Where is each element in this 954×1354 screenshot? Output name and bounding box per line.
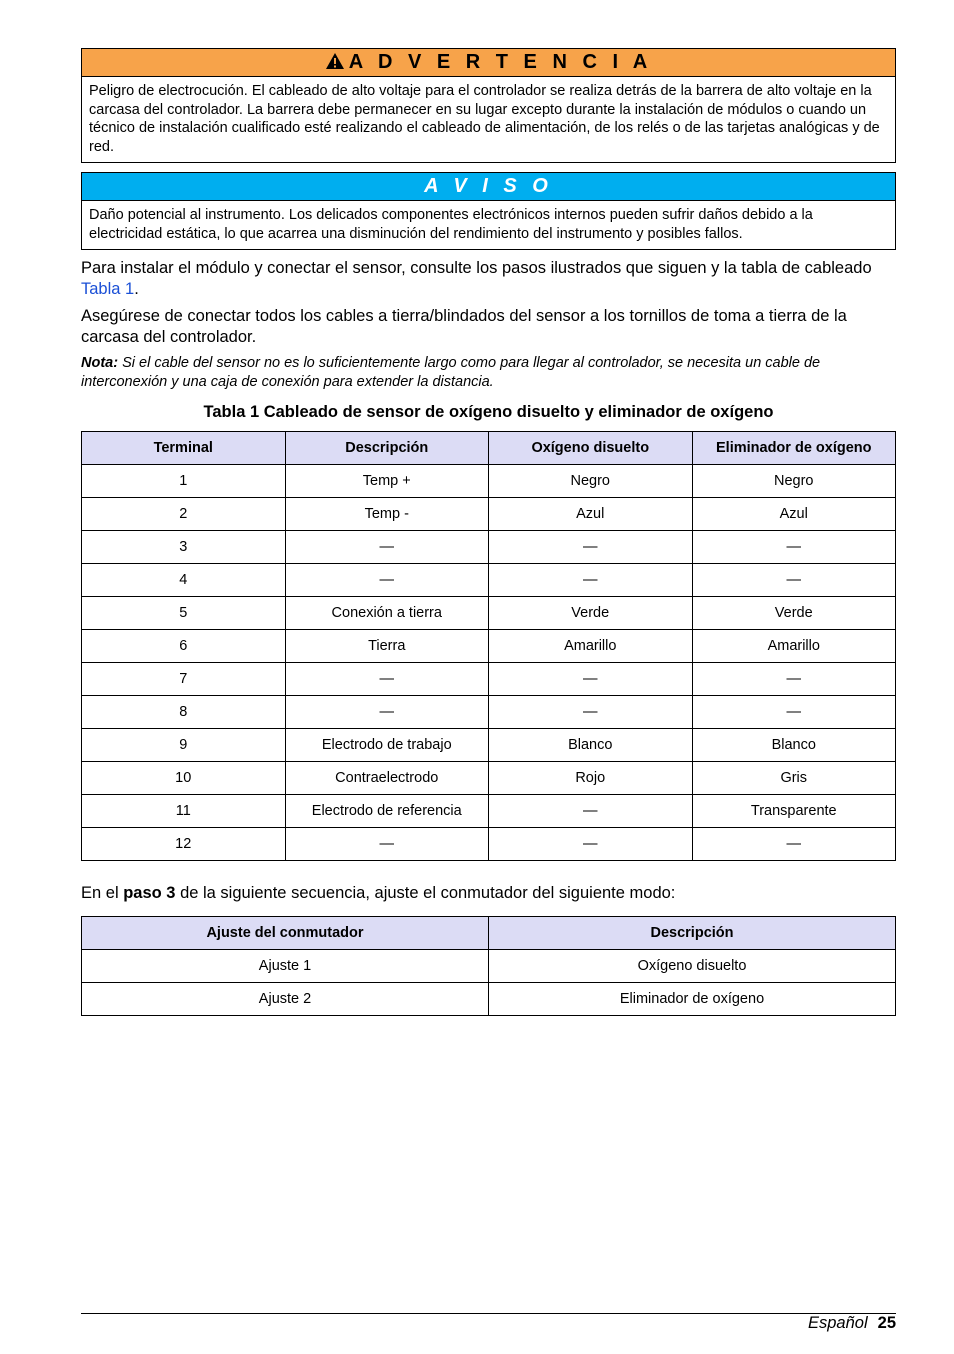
page-footer [808, 1312, 896, 1334]
note-text: Si el cable del sensor no es lo suficientemente largo como para llegar al controlador, se necesita un cable de interconexión y una caja de conexión para extender la distancia. [81, 355, 821, 390]
column-header-switch-setting: Ajuste del conmutador [82, 917, 489, 950]
table-cell: 1 [82, 465, 286, 498]
wiring-table [81, 431, 896, 861]
table-cell: Rojo [489, 762, 693, 795]
table-row [82, 729, 896, 762]
notice-header: A V I S O [82, 173, 895, 201]
page-number: 25 [877, 1314, 896, 1332]
table-row [82, 828, 896, 861]
table-cell: — [489, 531, 693, 564]
table-cell: 5 [82, 597, 286, 630]
table-cell: Gris [692, 762, 896, 795]
table-row [82, 465, 896, 498]
table-cell: Amarillo [692, 630, 896, 663]
table-cell: — [285, 663, 489, 696]
table-cell: — [285, 531, 489, 564]
notice-text: Daño potencial al instrumento. Los delicados componentes electrónicos internos pueden sufrir daños debido a la electricidad estática, lo que acarrea una disminución del rendimiento del instrumento y posibles fallos. [89, 207, 813, 242]
note-paragraph [81, 354, 896, 391]
table-cell: 12 [82, 828, 286, 861]
table-cell: Verde [692, 597, 896, 630]
table-row [82, 564, 896, 597]
switch-paragraph [81, 883, 896, 904]
install-paragraph [81, 258, 896, 300]
table-row [82, 597, 896, 630]
table-cell: Conexión a tierra [285, 597, 489, 630]
table-row [82, 950, 896, 983]
table-row [82, 795, 896, 828]
table-cell: 7 [82, 663, 286, 696]
warning-text: Peligro de electrocución. El cableado de alto voltaje para el controlador se realiza detrás de la barrera de alto voltaje en la carcasa del controlador. La barrera debe permanecer en su lugar excepto durante la instalación de módulos o cuando un técnico de instalación cualificado esté realizando el cableado de alimentación, de los relés o de las tarjetas analógicas y de red. [89, 83, 880, 155]
table-cell: — [692, 531, 896, 564]
column-header-description: Descripción [285, 432, 489, 465]
table-cell: Ajuste 2 [82, 983, 489, 1016]
warning-header [82, 49, 895, 77]
table-row [82, 531, 896, 564]
table-cell: — [285, 696, 489, 729]
table-cell: Transparente [692, 795, 896, 828]
column-header-description: Descripción [489, 917, 896, 950]
table-cell: — [692, 564, 896, 597]
install-text-end: . [134, 280, 139, 298]
table-cell: 10 [82, 762, 286, 795]
table-cell: — [489, 828, 693, 861]
table-cell: Negro [692, 465, 896, 498]
notice-box [81, 172, 896, 250]
column-header-oxygen-scavenger: Eliminador de oxígeno [692, 432, 896, 465]
table-cell: 11 [82, 795, 286, 828]
table-cell: — [489, 795, 693, 828]
table-cell: 2 [82, 498, 286, 531]
table-cell: — [285, 564, 489, 597]
table-cell: Blanco [489, 729, 693, 762]
table-cell: — [489, 663, 693, 696]
warning-title: A D V E R T E N C I A [348, 51, 653, 73]
table-cell: 8 [82, 696, 286, 729]
table1-link[interactable]: Tabla 1 [81, 280, 135, 298]
table-cell: Temp + [285, 465, 489, 498]
table-header-row [82, 432, 896, 465]
table-cell: — [692, 828, 896, 861]
table-cell: Oxígeno disuelto [489, 950, 896, 983]
table-cell: — [285, 828, 489, 861]
table-cell: Electrodo de referencia [285, 795, 489, 828]
table-cell: Amarillo [489, 630, 693, 663]
table-cell: 6 [82, 630, 286, 663]
table-row [82, 630, 896, 663]
note-label: Nota: [81, 355, 119, 371]
column-header-dissolved-oxygen: Oxígeno disuelto [489, 432, 693, 465]
table-cell: — [489, 696, 693, 729]
table-cell: Azul [489, 498, 693, 531]
table-row [82, 762, 896, 795]
page-content [81, 48, 896, 1016]
column-header-terminal: Terminal [82, 432, 286, 465]
table-cell: — [489, 564, 693, 597]
warning-box [81, 48, 896, 163]
table-cell: Eliminador de oxígeno [489, 983, 896, 1016]
switch-table [81, 916, 896, 1016]
table-cell: Contraelectrodo [285, 762, 489, 795]
table-cell: Negro [489, 465, 693, 498]
switch-text-end: de la siguiente secuencia, ajuste el conmutador del siguiente modo: [175, 884, 676, 902]
step-reference: paso 3 [123, 884, 176, 902]
table-cell: Electrodo de trabajo [285, 729, 489, 762]
table-cell: Blanco [692, 729, 896, 762]
table-cell: Ajuste 1 [82, 950, 489, 983]
switch-text: En el [81, 884, 124, 902]
table-cell: 9 [82, 729, 286, 762]
table-cell: Tierra [285, 630, 489, 663]
install-text: Para instalar el módulo y conectar el sensor, consulte los pasos ilustrados que siguen y la tabla de cableado [81, 259, 872, 277]
table-cell: Temp - [285, 498, 489, 531]
table1-title: Tabla 1 Cableado de sensor de oxígeno disuelto y eliminador de oxígeno [203, 403, 774, 421]
table-cell: Azul [692, 498, 896, 531]
table-cell: — [692, 696, 896, 729]
table-header-row [82, 917, 896, 950]
ground-paragraph: Asegúrese de conectar todos los cables a tierra/blindados del sensor a los tornillos de toma a tierra de la carcasa del controlador. [81, 307, 847, 346]
table-cell: Verde [489, 597, 693, 630]
table-row [82, 696, 896, 729]
warning-triangle-icon [325, 51, 345, 78]
table-cell: 4 [82, 564, 286, 597]
table-cell: — [692, 663, 896, 696]
table-row [82, 498, 896, 531]
table-row [82, 983, 896, 1016]
table-row [82, 663, 896, 696]
footer-language: Español [808, 1314, 868, 1332]
table-cell: 3 [82, 531, 286, 564]
footer-divider [81, 1313, 896, 1314]
